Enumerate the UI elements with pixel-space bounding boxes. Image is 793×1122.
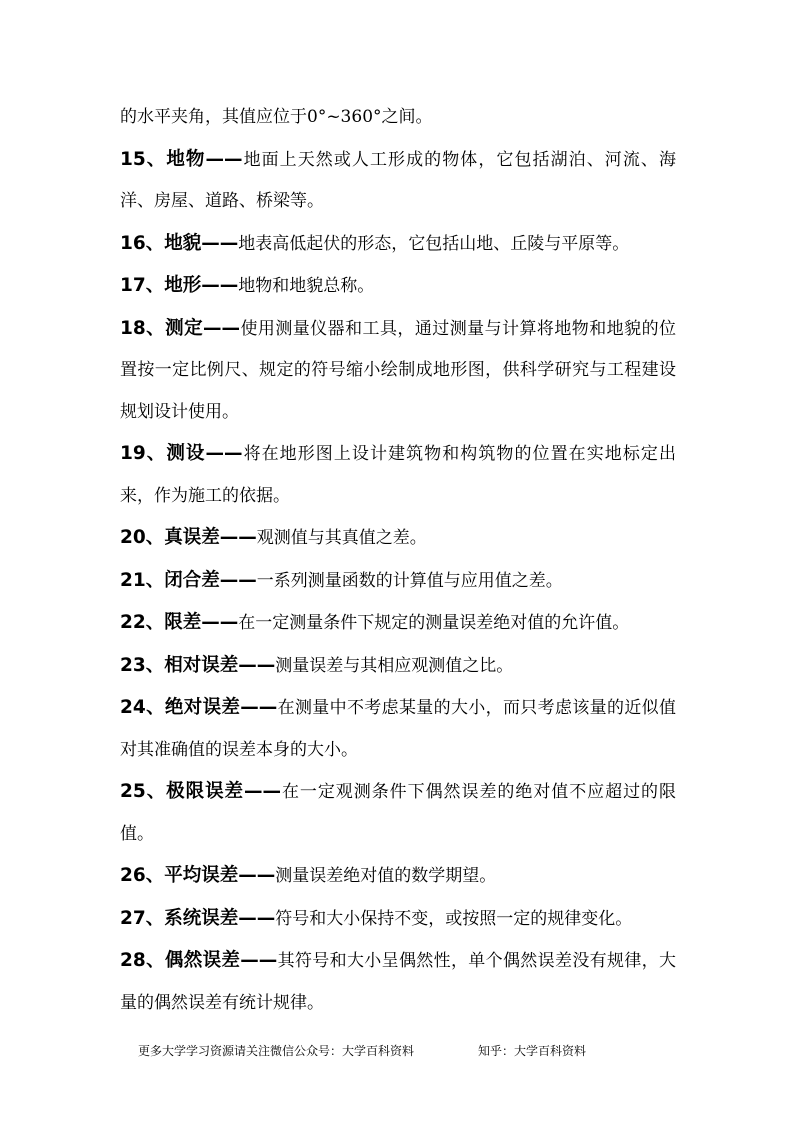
entry-16 <box>120 223 676 266</box>
entry-18 <box>120 308 676 434</box>
entry-definition: 地面上天然或人工形成的物体，它包括湖泊、河流、海洋、房屋、道路、桥梁等。 <box>120 149 676 211</box>
footer-zhihu-note: 知乎：大学百科资料 <box>478 1044 587 1058</box>
entry-term: 22、限差—— <box>120 612 239 633</box>
entry-term: 27、系统误差—— <box>120 907 276 929</box>
entry-term: 19、测设—— <box>120 443 243 464</box>
entry-23 <box>120 645 676 688</box>
entry-term: 15、地物—— <box>120 148 243 170</box>
entry-term: 26、平均误差—— <box>120 865 276 886</box>
entry-term: 17、地形—— <box>120 275 239 296</box>
entry-24 <box>120 687 676 771</box>
entry-21 <box>120 560 676 603</box>
intro-line: 的水平夹角，其值应位于0°~360°之间。 <box>120 107 433 127</box>
entry-term: 21、闭合差—— <box>120 569 257 591</box>
entry-definition: 一系列测量函数的计算值与应用值之差。 <box>256 570 563 591</box>
entry-definition: 使用测量仪器和工具，通过测量与计算将地物和地貌的位置按一定比例尺、规定的符号缩小绘制成地形图，供科学研究与工程建设规划设计使用。 <box>120 318 677 422</box>
entry-28 <box>120 940 676 1024</box>
entry-definition: 观测值与其真值之差。 <box>256 528 427 548</box>
entry-term: 18、测定—— <box>120 317 241 339</box>
entry-19 <box>120 433 676 517</box>
entry-term: 16、地貌—— <box>120 232 239 254</box>
entry-17 <box>120 265 676 308</box>
entry-definition: 将在地形图上设计建筑物和构筑物的位置在实地标定出来，作为施工的依据。 <box>120 444 676 506</box>
entry-25 <box>120 771 676 855</box>
entry-term: 28、偶然误差—— <box>120 950 278 971</box>
entry-term: 23、相对误差—— <box>120 654 276 676</box>
entry-term: 20、真误差—— <box>120 527 257 548</box>
entry-20 <box>120 517 676 560</box>
entry-term: 25、极限误差—— <box>120 781 281 802</box>
footer-wechat-note: 更多大学学习资源请关注微信公众号：大学百科资料 <box>138 1044 415 1058</box>
entry-definition: 在一定观测条件下偶然误差的绝对值不应超过的限值。 <box>120 782 677 844</box>
entry-definition: 符号和大小保持不变，或按照一定的规律变化。 <box>275 908 633 929</box>
entry-27 <box>120 898 676 941</box>
entry-26 <box>120 855 676 898</box>
entry-22 <box>120 602 676 645</box>
document-body <box>120 97 676 1024</box>
entry-term: 24、绝对误差—— <box>120 697 278 718</box>
entry-definition: 在测量中不考虑某量的大小，而只考虑该量的近似值对其准确值的误差本身的大小。 <box>120 698 676 760</box>
entry-definition: 测量误差绝对值的数学期望。 <box>275 866 497 886</box>
entry-definition: 测量误差与其相应观测值之比。 <box>275 655 514 676</box>
entry-definition: 其符号和大小呈偶然性，单个偶然误差没有规律，大量的偶然误差有统计规律。 <box>120 951 676 1013</box>
entry-15 <box>120 139 676 223</box>
entry-definition: 地表高低起伏的形态，它包括山地、丘陵与平原等。 <box>238 233 630 254</box>
entry-definition: 地物和地貌总称。 <box>238 276 375 296</box>
entry-definition: 在一定测量条件下规定的测量误差绝对值的允许值。 <box>238 613 630 633</box>
